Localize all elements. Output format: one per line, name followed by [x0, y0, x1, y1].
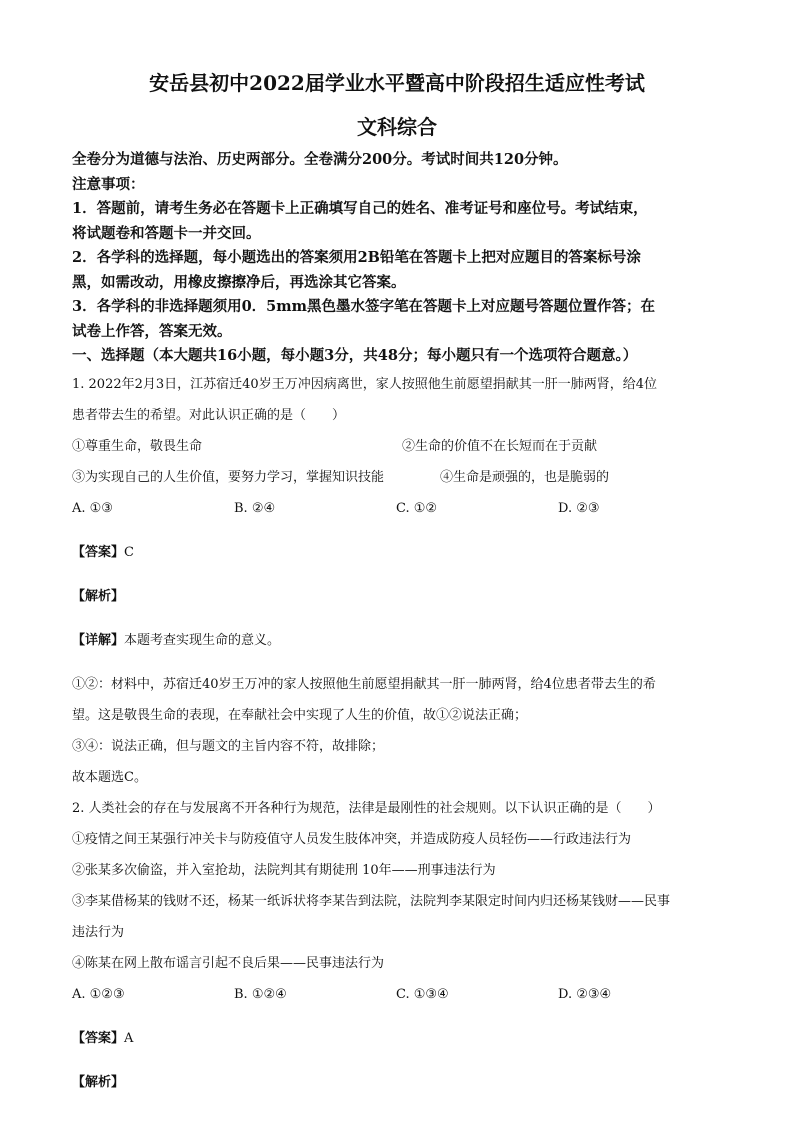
- answer-value: A: [124, 1030, 134, 1046]
- q1-detail-line: ①②：材料中，苏宿迁40岁王万冲的家人按照他生前愿望捐献其一肝一肺两肾，给4位患者带去生的希: [72, 676, 656, 692]
- answer-tag: 【答案】: [72, 544, 125, 560]
- q2-statement: 违法行为: [72, 924, 125, 940]
- q2-option-d: D. ②③④: [558, 986, 612, 1002]
- q1-statements-row: [72, 462, 722, 493]
- q2-option-c: C. ①③④: [396, 986, 449, 1002]
- analysis-tag: 【解析】: [72, 588, 125, 604]
- answer-tag: 【答案】: [72, 1030, 125, 1046]
- notice-line: 试卷上作答，答案无效。: [72, 322, 232, 340]
- section-heading: 一、选择题（本大题共16小题，每小题3分，共48分；每小题只有一个选项符合题意。）: [72, 347, 638, 364]
- q1-option-d: D. ②③: [558, 500, 600, 516]
- notice-line: 2．各学科的选择题，每小题选出的答案须用2B铅笔在答题卡上把对应题目的答案标号涂: [72, 249, 641, 266]
- q1-detail-line: 故本题选C。: [72, 769, 147, 785]
- detail-tag: 【详解】: [72, 632, 125, 648]
- notice-line: 3．各学科的非选择题须用0．5mm黑色墨水签字笔在答题卡上对应题号答题位置作答；在: [72, 298, 655, 315]
- q1-stem: 1. 2022年2月3日，江苏宿迁40岁王万冲因病离世，家人按照他生前愿望捐献其一肝一肺两肾，给4位: [72, 376, 657, 392]
- q1-analysis: [72, 581, 722, 612]
- q1-statement: ③为实现自己的人生价值，要努力学习，掌握知识技能: [72, 469, 385, 485]
- q1-statement: ④生命是顽强的，也是脆弱的: [440, 469, 610, 485]
- q1-option-a: A. ①③: [72, 500, 113, 516]
- q1-options: [72, 493, 722, 524]
- q1-statement: ①尊重生命，敬畏生命: [72, 438, 203, 454]
- exam-page: [72, 68, 722, 1111]
- q1-answer: [72, 537, 722, 568]
- exam-subtitle: 文科综合: [357, 115, 437, 139]
- q1-option-b: B. ②④: [234, 500, 276, 516]
- detail-intro: 本题考查实现生命的意义。: [124, 632, 281, 648]
- q2-statement: ②张某多次偷盗，并入室抢劫，法院判其有期徒刑 10年——刑事违法行为: [72, 862, 496, 878]
- notice-line: 将试题卷和答题卡一并交回。: [72, 224, 261, 242]
- answer-value: C: [124, 544, 134, 560]
- q2-stem: 2. 人类社会的存在与发展离不开各种行为规范，法律是最刚性的社会规则。以下认识正确的是（ ）: [72, 800, 661, 816]
- exam-summary: 全卷分为道德与法治、历史两部分。全卷满分200分。考试时间共120分钟。: [72, 151, 568, 168]
- q2-option-a: A. ①②③: [72, 986, 125, 1002]
- q1-detail-line: 望。这是敬畏生命的表现，在奉献社会中实现了人生的价值，故①②说法正确；: [72, 707, 528, 723]
- q2-option-b: B. ①②④: [234, 986, 287, 1002]
- q2-options: [72, 979, 722, 1010]
- notice-heading: 注意事项：: [72, 175, 145, 193]
- q2-statement: ③李某借杨某的钱财不还，杨某一纸诉状将李某告到法院，法院判李某限定时间内归还杨某钱财——民事: [72, 893, 671, 909]
- q2-analysis: [72, 1067, 722, 1098]
- q1-stem: 患者带去生的希望。对此认识正确的是（ ）: [72, 407, 346, 423]
- q1-option-c: C. ①②: [396, 500, 438, 516]
- notice-line: 黑，如需改动，用橡皮擦擦净后，再选涂其它答案。: [72, 273, 406, 291]
- q1-detail: [72, 625, 722, 656]
- analysis-tag: 【解析】: [72, 1074, 125, 1090]
- notice-line: 1．答题前，请考生务必在答题卡上正确填写自己的姓名、准考证号和座位号。考试结束，: [72, 200, 648, 217]
- q2-statement: ④陈某在网上散布谣言引起不良后果——民事违法行为: [72, 955, 385, 971]
- q1-detail-line: ③④：说法正确，但与题文的主旨内容不符，故排除；: [72, 738, 385, 754]
- exam-title: 安岳县初中2022届学业水平暨高中阶段招生适应性考试: [149, 71, 645, 95]
- q1-statement: ②生命的价值不在长短而在于贡献: [402, 438, 598, 454]
- q1-statements-row: [72, 431, 722, 462]
- q2-statement: ①疫情之间王某强行冲关卡与防疫值守人员发生肢体冲突，并造成防疫人员轻伤——行政违法行为: [72, 831, 632, 847]
- q2-answer: [72, 1023, 722, 1054]
